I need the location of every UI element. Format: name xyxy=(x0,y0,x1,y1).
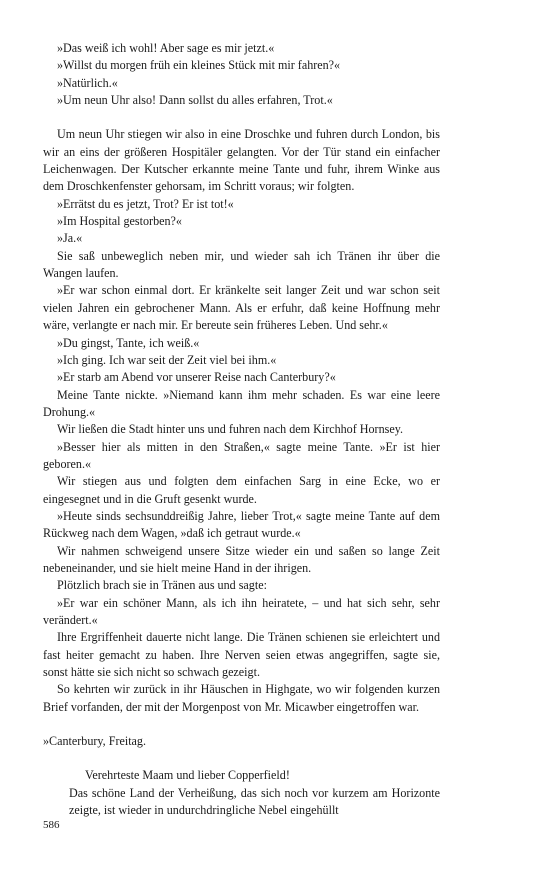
body-text xyxy=(43,40,440,819)
paragraph: Plötzlich brach sie in Tränen aus und sagte: xyxy=(57,578,267,593)
page-number: 586 xyxy=(43,819,60,831)
letter-dateline: »Canterbury, Freitag. xyxy=(43,734,146,749)
letter-salutation: Verehrteste Maam und lieber Copperfield! xyxy=(85,768,290,783)
paragraph: »Das weiß ich wohl! Aber sage es mir jetzt.« xyxy=(57,41,275,55)
paragraph: »Du gingst, Tante, ich weiß.« xyxy=(57,335,200,350)
paragraph: Wir stiegen aus und folgten dem einfachen Sarg in eine Ecke, wo er eingesegnet und in die Gruft gesenkt wurde. xyxy=(43,474,440,506)
paragraph: »Er war schon einmal dort. Er kränkelte seit langer Zeit und war schon seit vielen Jahren ein gebrochener Mann. Als er erfuhr, daß keine Hoffnung mehr wäre, verlangte er nach mir. Er bereute sein früheres Leben. Und sehr.« xyxy=(43,283,440,333)
paragraph: »Besser hier als mitten in den Straßen,« sagte meine Tante. »Er ist hier geboren.« xyxy=(43,439,440,471)
paragraph: »Ich ging. Ich war seit der Zeit viel bei ihm.« xyxy=(57,352,277,367)
paragraph: »Im Hospital gestorben?« xyxy=(57,214,182,229)
letter-body: Das schöne Land der Verheißung, das sich noch vor kurzem am Horizonte zeigte, ist wieder in undurchdringliche Nebel eingehüllt xyxy=(69,785,440,818)
letter xyxy=(69,767,440,819)
paragraph: »Um neun Uhr also! Dann sollst du alles erfahren, Trot.« xyxy=(57,93,333,108)
paragraph: »Errätst du es jetzt, Trot? Er ist tot!« xyxy=(57,196,234,211)
paragraph: »Er starb am Abend vor unserer Reise nach Canterbury?« xyxy=(57,370,336,385)
paragraph: Ihre Ergriffenheit dauerte nicht lange. Die Tränen schienen sie erleichtert und fast heiter gemacht zu haben. Ihre Nerven seien etwas angegriffen, sagte sie, sonst hätte sie sich nicht so schwach gezeigt. xyxy=(43,630,440,680)
paragraph: »Willst du morgen früh ein kleines Stück mit mir fahren?« xyxy=(57,58,341,73)
paragraph: So kehrten wir zurück in ihr Häuschen in Highgate, wo wir folgenden kurzen Brief vorfanden, der mit der Morgenpost von Mr. Micawber eingetroffen war. xyxy=(43,682,440,714)
paragraph: Wir ließen die Stadt hinter uns und fuhren nach dem Kirchhof Hornsey. xyxy=(57,422,403,437)
paragraph: »Ja.« xyxy=(57,231,83,246)
paragraph: Um neun Uhr stiegen wir also in eine Droschke und fuhren durch London, bis wir an eins der größeren Hospitäler gelangten. Vor der Tür stand ein einfacher Leichenwagen. Der Kutscher erkannte meine Tante und fuhr, ihrem Winke aus dem Droschkenfenster gehorsam, im Schritt voraus; wir folgten. xyxy=(43,127,440,194)
paragraph: »Er war ein schöner Mann, als ich ihn heiratete, – und hat sich sehr, sehr verändert.« xyxy=(43,595,440,627)
paragraph: Sie saß unbeweglich neben mir, und wieder sah ich Tränen ihr über die Wangen laufen. xyxy=(43,248,440,281)
paragraph: »Natürlich.« xyxy=(57,75,118,90)
paragraph: Wir nahmen schweigend unsere Sitze wieder ein und saßen so lange Zeit nebeneinander, und sie hielt meine Hand in der ihrigen. xyxy=(43,543,440,575)
paragraph: Meine Tante nickte. »Niemand kann ihm mehr schaden. Es war eine leere Drohung.« xyxy=(43,387,440,419)
paragraph: »Heute sinds sechsunddreißig Jahre, lieber Trot,« sagte meine Tante auf dem Rückweg nach dem Wagen, »daß ich getraut wurde.« xyxy=(43,508,440,541)
